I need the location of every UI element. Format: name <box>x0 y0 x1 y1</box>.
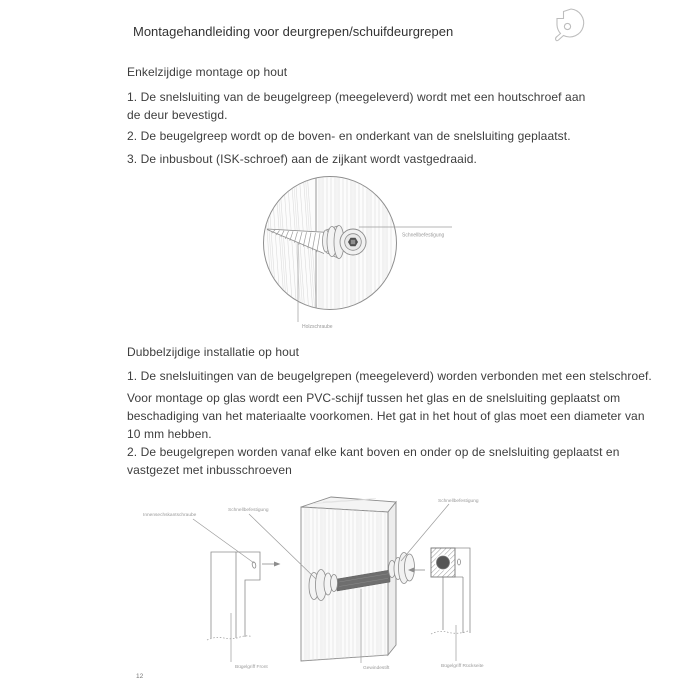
figure2-fastener-left-label: Schnellbefestigung <box>228 508 269 513</box>
step1-line2: de deur bevestigd. <box>127 108 228 122</box>
figure2-handle-front-label: Bügelgriff Front <box>235 665 268 670</box>
figure1-screw-label: Holzschraube <box>302 324 333 330</box>
brand-logo-icon <box>549 6 591 46</box>
figure-double-sided-mounting <box>118 485 590 690</box>
logo-dot <box>564 23 570 29</box>
figure2-hex-screw-label: Innensechskantschraube <box>143 513 197 518</box>
hex-screw-hole-back <box>458 559 461 565</box>
heading-double-sided-installation: Dubbelzijdige installatie op hout <box>127 345 300 359</box>
note-line3: 10 mm hebben. <box>127 427 212 441</box>
leader-hex-screw <box>193 519 254 563</box>
figure2-fastener-right-label: Schnellbefestigung <box>438 499 479 504</box>
step2-line2: vastgezet met inbusschroeven <box>127 463 292 477</box>
figure-screw-detail <box>238 168 493 336</box>
note-line1: Voor montage op glas wordt een PVC-schijf tussen het glas en de snelsluiting geplaatst om <box>127 391 621 405</box>
step3-text: 3. De inbusbout (ISK-schroef) aan de zijkant wordt vastgedraaid. <box>127 152 477 166</box>
figure2-threaded-pin-label: Gewindestift <box>363 666 390 671</box>
handle-front <box>207 552 281 640</box>
figure1-fastener-label: Schnellbefestigung <box>402 232 445 239</box>
arrow-right <box>274 562 281 567</box>
heading-single-sided-mounting: Enkelzijdige montage op hout <box>127 65 288 79</box>
step1-line1: 1. De snelsluiting van de beugelgreep (meegeleverd) wordt met een houtschroef aan <box>127 90 586 104</box>
figure2-handle-back-label: Bügelgriff Rückseite <box>441 664 484 669</box>
handle-back <box>408 548 470 634</box>
step1-text: 1. De snelsluitingen van de beugelgrepen (meegeleverd) worden verbonden met een stelschroef. <box>127 369 652 383</box>
page-title: Montagehandleiding voor deurgrepen/schuifdeurgrepen <box>133 24 454 39</box>
step2-line1: 2. De beugelgrepen worden vanaf elke kant boven en onder op de snelsluiting geplaatst en <box>127 445 620 459</box>
pin-hole <box>437 556 450 569</box>
note-line2: beschadiging van het materiaalte voorkomen. Het gat in het hout of glas moet een diameter van <box>127 409 645 423</box>
hex-screw-hole <box>252 562 257 569</box>
page-number: 12 <box>136 673 144 680</box>
step2-text: 2. De beugelgreep wordt op de boven- en onderkant van de snelsluiting geplaatst. <box>127 129 571 143</box>
